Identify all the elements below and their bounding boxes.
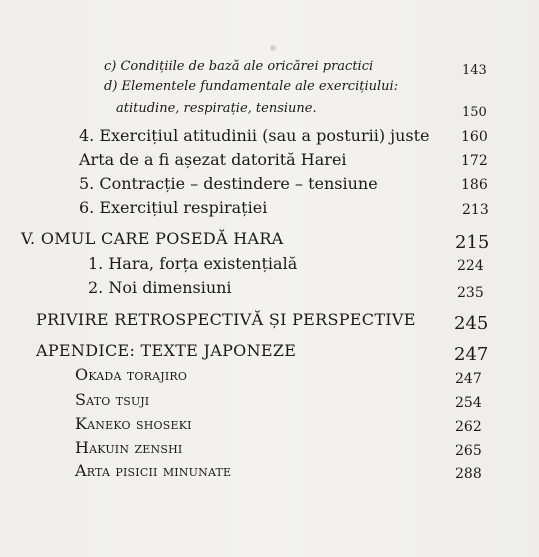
toc-entry-dimensiuni: 2. Noi dimensiuni	[88, 278, 232, 297]
toc-apendice: APENDICE: TEXTE JAPONEZE	[36, 341, 297, 360]
toc-retrospectiva: PRIVIRE RETROSPECTIVĂ ȘI PERSPECTIVE	[36, 310, 416, 329]
toc-entry-6: 6. Exercițiul respirației	[79, 198, 268, 217]
toc-okada: Okada torajiro	[75, 365, 188, 384]
toc-page-apendice: 247	[454, 344, 489, 365]
toc-hakuin: Hakuin zenshi	[75, 438, 183, 457]
toc-page-retrospectiva: 245	[454, 313, 489, 334]
toc-entry-4: 4. Exercițiul atitudinii (sau a posturii) juste	[79, 126, 430, 145]
toc-entry-hara: 1. Hara, forța existențială	[88, 254, 298, 273]
toc-sato: Sato tsuji	[75, 390, 150, 409]
toc-page-d: 150	[462, 105, 487, 120]
toc-entry-c: c) Condițiile de bază ale oricărei practici	[104, 59, 374, 74]
toc-page-hara: 224	[457, 258, 484, 274]
toc-chapter-v: V. OMUL CARE POSEDĂ HARA	[21, 229, 284, 248]
toc-page-sato: 254	[455, 395, 482, 411]
page-speck	[270, 45, 276, 51]
toc-entry-d-cont: atitudine, respirație, tensiune.	[116, 101, 317, 116]
toc-page-chapter-v: 215	[455, 232, 490, 253]
toc-page-kaneko: 262	[455, 419, 482, 435]
toc-entry-d: d) Elementele fundamentale ale exercițiului:	[104, 79, 399, 94]
toc-page-hakuin: 265	[455, 443, 482, 459]
toc-page-5: 186	[461, 177, 488, 193]
toc-arta-pisicii: Arta pisicii minunate	[75, 461, 232, 480]
toc-entry-arta: Arta de a fi așezat datorită Harei	[79, 150, 347, 169]
toc-page-dimensiuni: 235	[457, 285, 484, 301]
toc-kaneko: Kaneko shoseki	[75, 414, 192, 433]
toc-page-4: 160	[461, 129, 488, 145]
toc-page-c: 143	[462, 63, 487, 78]
toc-page-arta-pisicii: 288	[455, 466, 482, 482]
toc-entry-5: 5. Contracție – destindere – tensiune	[79, 174, 378, 193]
toc-page-arta: 172	[461, 153, 488, 169]
toc-page-okada: 247	[455, 371, 482, 387]
toc-page-6: 213	[462, 202, 489, 218]
